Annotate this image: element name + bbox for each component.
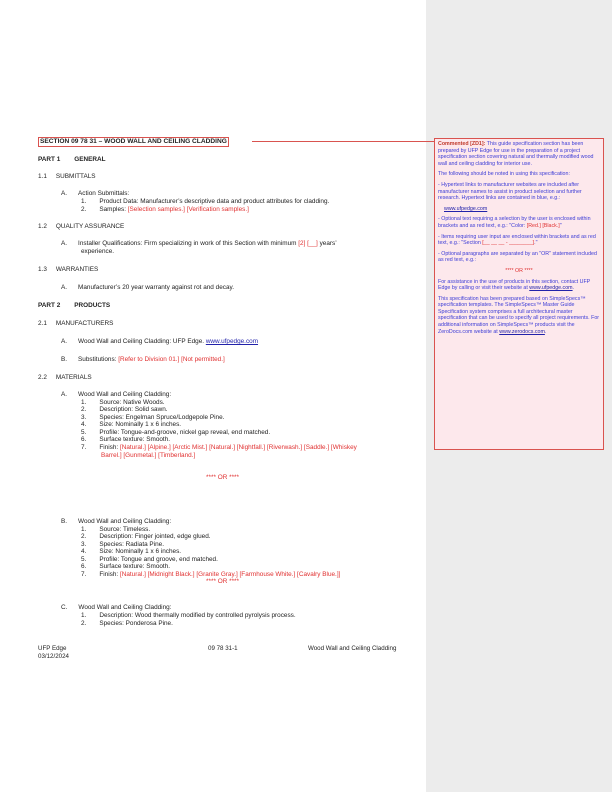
- item-number: 5.: [81, 429, 87, 436]
- comment-text: This specification has been prepared based on SimpleSpecs™ specification templates. The SimpleSpecs™ Master Guide Specification system comprises a full architectural master specification that can be used to specify all project requirements. For additional information on SimpleSpecs™ products visit the ZeroDocs.com website at: [438, 295, 600, 335]
- comment-text-end: .": [534, 240, 538, 247]
- item-number: 1.: [81, 612, 87, 619]
- item-label: Finish:: [99, 571, 120, 578]
- comment-website-link[interactable]: www.ufpedge.com: [529, 285, 573, 292]
- subpara-text: Product Data: Manufacturer’s descriptive data and product attributes for cladding.: [99, 198, 330, 205]
- para-text: Wood Wall and Ceiling Cladding: UFP Edge.: [78, 338, 206, 345]
- item-text: Species: Radiata Pine.: [99, 541, 164, 548]
- article-1-2: [38, 223, 124, 231]
- footer-section-title: Wood Wall and Ceiling Cladding: [308, 645, 397, 652]
- item-number: 7.: [81, 444, 87, 451]
- comment-intro: [438, 141, 600, 167]
- option-text: [Selection samples.] [Verification samples.]: [127, 206, 249, 213]
- comment-paragraph: [438, 216, 600, 229]
- list-item: [81, 533, 211, 541]
- item-text: Surface texture: Smooth.: [99, 436, 171, 443]
- item-text: Size: Nominally 1 x 6 inches.: [99, 421, 182, 428]
- comment-paragraph: [438, 279, 600, 292]
- article-1-3: [38, 266, 98, 274]
- comment-text-end: .: [544, 328, 547, 335]
- or-separator: **** OR ****: [206, 578, 240, 585]
- item-text: Profile: Tongue-and-groove, nickel gap reveal, end matched.: [99, 429, 271, 436]
- section-title[interactable]: SECTION 09 78 31 – WOOD WALL AND CEILING CLADDING: [40, 138, 227, 145]
- item-number: 3.: [81, 541, 87, 548]
- material-b-heading: [61, 518, 171, 526]
- part-title: GENERAL: [74, 156, 106, 163]
- article-title: MANUFACTURERS: [55, 320, 114, 327]
- comment-example-link-line: [438, 206, 600, 213]
- article-number: 2.1: [38, 320, 47, 327]
- article-title: WARRANTIES: [55, 266, 99, 273]
- article-title: QUALITY ASSURANCE: [55, 223, 125, 230]
- list-item: [81, 612, 296, 620]
- item-number: 4.: [81, 421, 87, 428]
- list-item: [81, 548, 181, 556]
- item-number: 7.: [81, 571, 87, 578]
- finish-item: [81, 444, 357, 452]
- subpara-1-1-a-2: [81, 206, 249, 214]
- option-text: [Refer to Division 01.] [Not permitted.]: [118, 356, 225, 363]
- list-item: [81, 620, 173, 628]
- material-c-heading: [61, 604, 171, 612]
- para-1-2-a-cont: experience.: [81, 248, 115, 255]
- comment-red-example: [Red.] [Black.]: [526, 222, 560, 229]
- comment-paragraph: [438, 296, 600, 336]
- para-letter: A.: [61, 284, 68, 291]
- list-item: [81, 421, 181, 429]
- comment-example-link[interactable]: www.ufpedge.com: [444, 205, 488, 212]
- para-label: Substitutions:: [78, 356, 119, 363]
- list-item: [81, 406, 168, 414]
- manufacturer-link[interactable]: www.ufpedge.com: [205, 338, 259, 345]
- item-text: Size: Nominally 1 x 6 inches.: [99, 548, 182, 555]
- para-letter: A.: [61, 391, 68, 398]
- option-text: [Natural.] [Alpine.] [Arctic Mist.] [Natural.] [Nightfall.] [Riverwash.] [Saddle.] [Whiskey: [119, 444, 357, 451]
- para-text: Wood Wall and Ceiling Cladding:: [78, 391, 172, 398]
- item-number: 2.: [81, 406, 87, 413]
- para-letter: A.: [61, 338, 68, 345]
- item-text: Source: Timeless.: [99, 526, 151, 533]
- comment-text: - Items requiring user input are enclosed within brackets and as red text, e.g.: "Section: [438, 233, 596, 247]
- comment-paragraph: [438, 234, 600, 247]
- para-text: Manufacturer’s 20 year warranty against rot and decay.: [78, 284, 234, 291]
- article-1-1: [38, 173, 96, 181]
- user-input-text: [__]: [307, 240, 318, 247]
- article-2-2: [38, 374, 92, 382]
- material-a-heading: [61, 391, 171, 399]
- article-title: MATERIALS: [55, 374, 92, 381]
- comment-balloon[interactable]: [434, 138, 604, 450]
- para-1-3-a: [61, 284, 234, 292]
- item-number: 3.: [81, 414, 87, 421]
- comment-title: Commented [ZD1]:: [438, 141, 486, 147]
- footer-page-number: 09 78 31-1: [208, 645, 238, 652]
- part-number: PART 1: [38, 156, 61, 163]
- subpara-1-1-a-1: [81, 198, 329, 206]
- option-text: [2]: [298, 240, 306, 247]
- part-1-heading: [38, 156, 106, 164]
- para-letter: A.: [61, 240, 68, 247]
- footer-date: 03/12/2024: [38, 653, 69, 660]
- article-2-1: [38, 320, 113, 328]
- article-number: 1.2: [38, 223, 47, 230]
- comment-paragraph: - Hypertext links to manufacturer websites are included after manufacturer names to assist in product selection and further research. Hypertext links are contained in blue, e.g.:: [438, 181, 582, 202]
- article-number: 1.3: [38, 266, 47, 273]
- article-number: 2.2: [38, 374, 47, 381]
- item-text: Profile: Tongue and groove, end matched.: [99, 556, 218, 563]
- para-2-1-a: [61, 338, 258, 346]
- item-text: Surface texture: Smooth.: [99, 563, 171, 570]
- item-text: Source: Native Woods.: [99, 399, 165, 406]
- comment-text-end: ": [559, 222, 562, 229]
- subpara-label: Samples:: [99, 206, 128, 213]
- item-text: Description: Wood thermally modified by controlled pyrolysis process.: [99, 612, 296, 619]
- item-label: Finish:: [99, 444, 120, 451]
- para-1-2-a: [61, 240, 337, 248]
- item-number: 6.: [81, 436, 87, 443]
- subpara-number: 1.: [81, 198, 87, 205]
- item-number: 6.: [81, 563, 87, 570]
- item-text: Species: Engelman Spruce/Lodgepole Pine.: [99, 414, 225, 421]
- item-number: 2.: [81, 620, 87, 627]
- item-text: Description: Finger jointed, edge glued.: [99, 533, 211, 540]
- para-text: Action Submittals:: [78, 190, 130, 197]
- para-letter: A.: [61, 190, 68, 197]
- para-letter: B.: [61, 518, 68, 525]
- comment-intro-text: This guide specification section has been prepared by UFP Edge for use in the preparation of a project specification section covering natural and thermally modified wood wall and ceiling cladding for interior use.: [438, 141, 594, 167]
- para-text: Wood Wall and Ceiling Cladding:: [78, 518, 172, 525]
- list-item: [81, 563, 170, 571]
- part-title: PRODUCTS: [74, 302, 111, 309]
- comment-text: - Optional text requiring a selection by the user is enclosed within brackets and as red text, e.g.: "Color:: [438, 216, 591, 229]
- para-letter: C.: [61, 604, 68, 611]
- comment-paragraph: - Optional paragraphs are separated by an "OR" statement included as red text, e.g.:: [438, 250, 597, 264]
- para-text-end: years’: [317, 240, 337, 247]
- comment-connector-line: [252, 141, 434, 142]
- para-text: Wood Wall and Ceiling Cladding:: [78, 604, 172, 611]
- item-number: 1.: [81, 526, 87, 533]
- finish-item-cont: Barrel.] [Gunmetal.] [Timberland.]: [101, 452, 196, 459]
- para-letter: B.: [61, 356, 68, 363]
- footer-company: UFP Edge: [38, 645, 67, 652]
- option-text: [Natural.] [Midnight Black.] [Granite Gray.] [Farmhouse White.] [Cavalry Blue.]]: [119, 571, 341, 578]
- para-1-1-a: [61, 190, 129, 198]
- para-2-1-b: [61, 356, 225, 364]
- comment-zerodocs-link[interactable]: www.zerodocs.com: [499, 328, 545, 335]
- item-number: 5.: [81, 556, 87, 563]
- item-number: 1.: [81, 399, 87, 406]
- item-text: Species: Ponderosa Pine.: [99, 620, 173, 627]
- part-number: PART 2: [38, 302, 61, 309]
- or-separator: **** OR ****: [206, 474, 240, 481]
- item-number: 4.: [81, 548, 87, 555]
- article-title: SUBMITTALS: [55, 173, 96, 180]
- comment-text-end: .: [572, 285, 575, 292]
- comment-paragraph: The following should be noted in using this specification:: [438, 171, 570, 178]
- article-number: 1.1: [38, 173, 47, 180]
- part-2-heading: [38, 302, 110, 310]
- comment-or-example: **** OR ****: [505, 267, 533, 274]
- item-number: 2.: [81, 533, 87, 540]
- comment-text: For assistance in the use of products in this section, contact UFP Edge by calling or visit their website at: [438, 278, 591, 292]
- item-text: Description: Solid sawn.: [99, 406, 168, 413]
- list-item: [81, 436, 170, 444]
- para-text: Installer Qualifications: Firm specializing in work of this Section with minimum: [78, 240, 299, 247]
- comment-red-example: [__ __ __ - ________]: [482, 240, 535, 247]
- subpara-number: 2.: [81, 206, 87, 213]
